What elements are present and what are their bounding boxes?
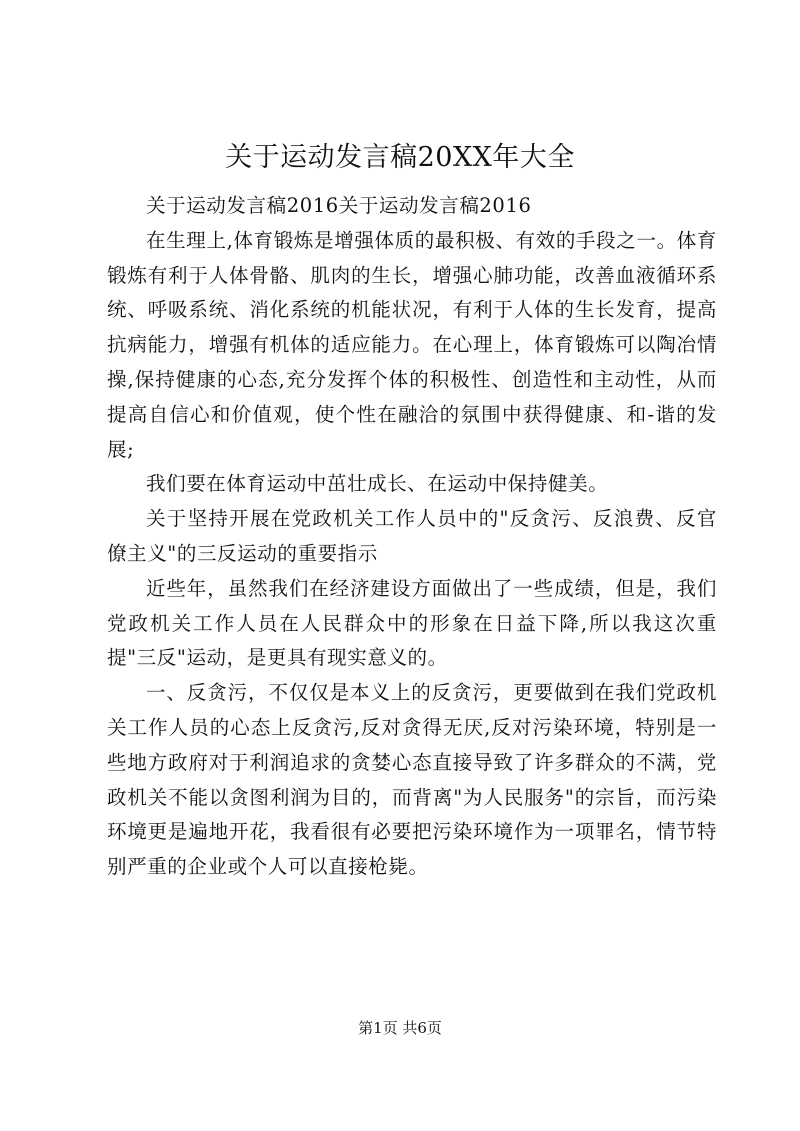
paragraph-benefits: 在生理上,体育锻炼是增强体质的最积极、有效的手段之一。体育锻炼有利于人体骨骼、肌肉的生长，增强心肺功能，改善血液循环系统、呼吸系统、消化系统的机能状况，有利于人体的生长发育，提高抗病能力，增强有机体的适应能力。在心理上，体育锻炼可以陶冶情操,保持健康的心态,充分发挥个体的积极性、创造性和主动性，从而提高自信心和价值观，使个性在融洽的氛围中获得健康、和-谐的发展; xyxy=(107,228,717,461)
paragraph-anti-corruption: 一、反贪污，不仅仅是本义上的反贪污，更要做到在我们党政机关工作人员的心态上反贪污,反对贪得无厌,反对污染环境，特别是一些地方政府对于利润追求的贪婪心态直接导致了许多群众的不满，党政机关不能以贪图利润为目的，而背离"为人民服务"的宗旨，而污染环境更是遍地开花，我看很有必要把污染环境作为一项罪名，情节特别严重的企业或个人可以直接枪毙。 xyxy=(107,681,717,879)
document-title: 关于运动发言稿20XX年大全 xyxy=(225,142,575,173)
document-body xyxy=(107,189,717,885)
paragraph-recent-years: 近些年，虽然我们在经济建设方面做出了一些成绩，但是，我们党政机关工作人员在人民群众中的形象在日益下降,所以我这次重提"三反"运动，是更具有现实意义的。 xyxy=(107,576,717,670)
page-footer: 第1页 共6页 xyxy=(358,1019,442,1037)
paragraph-subtitle: 关于运动发言稿2016关于运动发言稿2016 xyxy=(146,194,532,217)
paragraph-growth: 我们要在体育运动中茁壮成长、在运动中保持健美。 xyxy=(146,472,609,496)
paragraph-heading-three-anti: 关于坚持开展在党政机关工作人员中的"反贪污、反浪费、反官僚主义"的三反运动的重要指示 xyxy=(107,507,717,565)
